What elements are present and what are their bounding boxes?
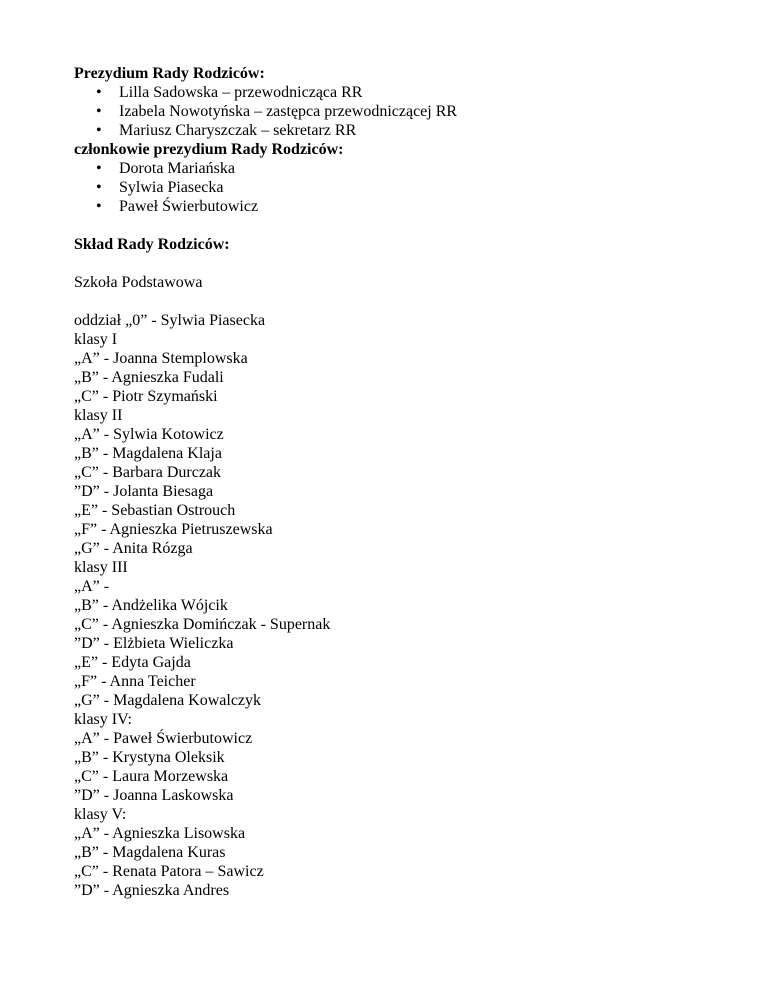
presidium-member: Dorota Mariańska: [119, 160, 235, 177]
list-item: [74, 121, 768, 140]
bullet-icon: •: [96, 122, 102, 139]
bullet-icon: •: [96, 103, 102, 120]
list-item: „A” - Sylwia Kotowicz: [74, 426, 224, 443]
list-item: „B” - Agnieszka Fudali: [74, 369, 224, 386]
school-name: Szkoła Podstawowa: [74, 274, 203, 291]
bullet-icon: •: [96, 160, 102, 177]
spacer: [74, 292, 768, 311]
list-item: „B” - Krystyna Oleksik: [74, 749, 225, 766]
list-item: ”D” - Jolanta Biesaga: [74, 483, 214, 500]
list-item: [74, 83, 768, 102]
spacer: [74, 254, 768, 273]
presidium-members-list: [74, 159, 768, 216]
bullet-icon: •: [96, 198, 102, 215]
class-group-heading: klasy II: [74, 407, 123, 424]
presidium-members-heading: członkowie prezydium Rady Rodziców:: [74, 141, 344, 158]
list-item: „A” - Agnieszka Lisowska: [74, 825, 246, 842]
class-group-heading: klasy I: [74, 331, 118, 348]
bullet-icon: •: [96, 179, 102, 196]
list-item: „B” - Andżelika Wójcik: [74, 597, 228, 614]
bullet-icon: •: [96, 84, 102, 101]
presidium-list: [74, 83, 768, 140]
presidium-member: Izabela Nowotyńska – zastępca przewodniczącej RR: [119, 103, 458, 120]
list-item: „C” - Piotr Szymański: [74, 388, 218, 405]
list-item: „C” - Agnieszka Domińczak - Supernak: [74, 616, 331, 633]
presidium-member: Paweł Świerbutowicz: [119, 198, 259, 215]
list-item: [74, 178, 768, 197]
list-item: „A” -: [74, 578, 110, 595]
list-item: ”D” - Joanna Laskowska: [74, 787, 234, 804]
list-item: ”D” - Agnieszka Andres: [74, 882, 230, 899]
presidium-member: Mariusz Charyszczak – sekretarz RR: [119, 122, 357, 139]
list-item: „C” - Laura Morzewska: [74, 768, 229, 785]
list-item: „F” - Agnieszka Pietruszewska: [74, 521, 273, 538]
council-heading: Skład Rady Rodziców:: [74, 236, 230, 253]
council-list: [74, 311, 768, 900]
list-item: ”D” - Elżbieta Wieliczka: [74, 635, 234, 652]
class-group-heading: klasy V:: [74, 806, 127, 823]
list-item: „G” - Anita Rózga: [74, 540, 193, 557]
list-item: „F” - Anna Teicher: [74, 673, 196, 690]
list-item: „A” - Paweł Świerbutowicz: [74, 730, 253, 747]
list-item: [74, 159, 768, 178]
list-item: „E” - Edyta Gajda: [74, 654, 191, 671]
list-item: „B” - Magdalena Kuras: [74, 844, 226, 861]
spacer: [74, 216, 768, 235]
list-item: „G” - Magdalena Kowalczyk: [74, 692, 262, 709]
list-item: oddział „0” - Sylwia Piasecka: [74, 312, 266, 329]
presidium-member: Sylwia Piasecka: [119, 179, 224, 196]
list-item: „C” - Renata Patora – Sawicz: [74, 863, 264, 880]
presidium-member: Lilla Sadowska – przewodnicząca RR: [119, 84, 363, 101]
list-item: „E” - Sebastian Ostrouch: [74, 502, 236, 519]
class-group-heading: klasy IV:: [74, 711, 132, 728]
list-item: [74, 102, 768, 121]
presidium-heading: Prezydium Rady Rodziców:: [74, 65, 265, 82]
list-item: „C” - Barbara Durczak: [74, 464, 222, 481]
list-item: „A” - Joanna Stemplowska: [74, 350, 248, 367]
class-group-heading: klasy III: [74, 559, 128, 576]
list-item: [74, 197, 768, 216]
list-item: „B” - Magdalena Klaja: [74, 445, 222, 462]
